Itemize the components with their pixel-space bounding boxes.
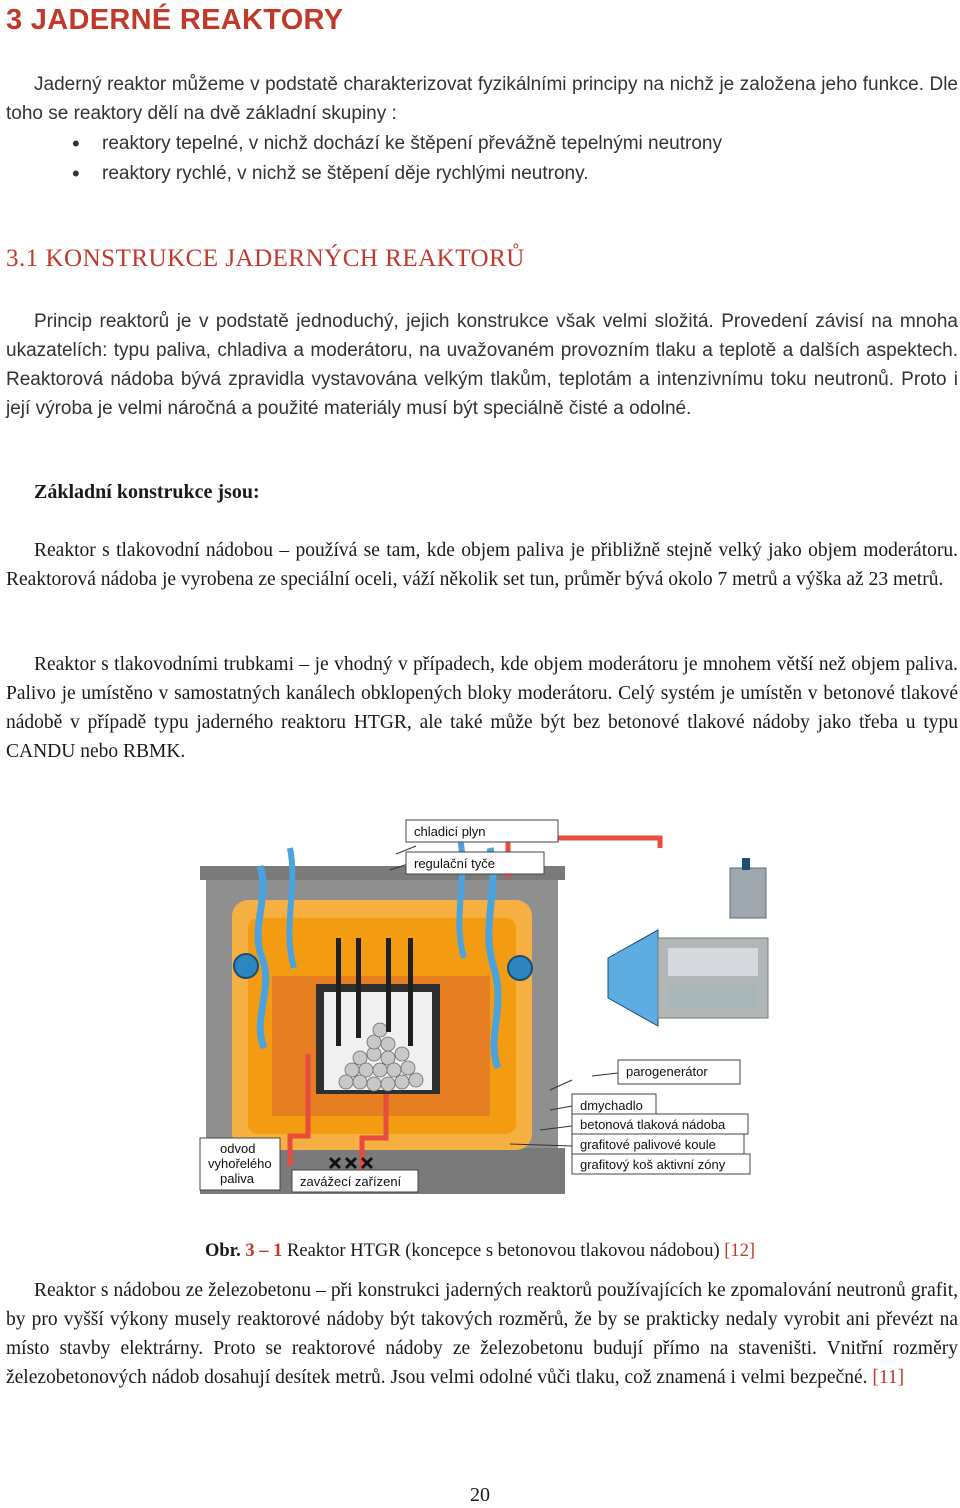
label-chladici-plyn: chladicí plyn bbox=[414, 824, 486, 839]
label-grafitovy-kos: grafitový koš aktivní zóny bbox=[580, 1157, 726, 1172]
label-betonova-nadoba: betonová tlaková nádoba bbox=[580, 1117, 726, 1132]
caption-label: Obr. bbox=[204, 1240, 241, 1261]
label-dmychadlo: dmychadlo bbox=[580, 1098, 643, 1113]
generator-block bbox=[730, 868, 766, 918]
label-odvod: odvod bbox=[220, 1141, 256, 1156]
list-item: • reaktory tepelné, v nichž dochází ke štěpení převážně tepelnými neutrony bbox=[72, 129, 722, 159]
generator-connector bbox=[742, 858, 750, 870]
htgr-reactor-figure bbox=[190, 818, 780, 1196]
paragraph-pressure-vessel: Reaktor s tlakovodní nádobou – používá se tam, kde objem paliva je přibližně stejně velký jako objem moderátoru. Reaktorová nádoba je vyrobena ze speciální oceli, váží několik set tun, průměr bývá okolo 7 metrů a výška až 23 metrů. bbox=[6, 540, 958, 590]
intro-paragraph: Jaderný reaktor můžeme v podstatě charakterizovat fyzikálními principy na nichž je založena jeho funkce. Dle toho se reaktory dělí na dvě základní skupiny : bbox=[6, 74, 958, 124]
cold-pipe-left-2 bbox=[289, 848, 294, 968]
section-heading: 3.1 KONSTRUKCE JADERNÝCH REAKTORŮ bbox=[6, 245, 525, 272]
label-grafitove-koule: grafitové palivové koule bbox=[580, 1137, 716, 1152]
paragraph-principle: Princip reaktorů je v podstatě jednoduchý, jejich konstrukce však velmi složitá. Provedení závisí na mnoha ukazatelích: typu paliva, chladiva a moderátoru, na uvažovaném provozním tlaku a teplotě a dalších aspektech. Reaktorová nádoba bývá zpravidla vystavována velkým tlakům, teplotám a intenzivnímu toku neutronů. Proto i její výroba je velmi náročná a použité materiály musí být speciálně čisté a odolné. bbox=[6, 311, 958, 419]
paragraph-text: Reaktor s nádobou ze železobetonu – při konstrukci jaderných reaktorů používajících ke zpomalování neutronů grafit, by pro vyšší výkony musely reaktorové nádoby být takových rozměrů, že by se prakticky nedaly vyrobit ani převézt na místo stavby elektrárny. Proto se reaktorové nádoby ze železobetonu budují přímo na staveništi. Vnitřní rozměry železobetonových nádob dosahují desítek metrů. Jsou velmi odolné vůči tlaku, což znamená i velmi bezpečné. bbox=[6, 1280, 958, 1388]
paragraph-pressure-tubes: Reaktor s tlakovodními trubkami – je vhodný v případech, kde objem moderátoru je mnohem větší než objem paliva. Palivo je umístěno v samostatných kanálech obklopených bloky moderátoru. Celý systém je umístěn v betonové tlakové nádobě v případě typu jaderného reaktoru HTGR, ale také může být bez betonové tlakové nádoby jako třeba u typu CANDU nebo RBMK. bbox=[6, 654, 958, 762]
figure-caption bbox=[0, 1241, 960, 1262]
page-number: 20 bbox=[470, 1484, 490, 1506]
label-paliva: paliva bbox=[220, 1171, 254, 1186]
caption-number: 3 – 1 bbox=[245, 1240, 283, 1261]
blower-icon bbox=[234, 954, 258, 978]
turbine-icon bbox=[608, 930, 658, 1026]
citation-link[interactable]: [11] bbox=[872, 1367, 905, 1388]
caption-text: Reaktor HTGR (koncepce s betonovou tlakovou nádobou) bbox=[282, 1240, 725, 1261]
list-item: • reaktory rychlé, v nichž se štěpení děje rychlými neutrony. bbox=[72, 159, 722, 189]
label-vyhoreleho: vyhořelého bbox=[208, 1156, 272, 1171]
label-parogenerator: parogenerátor bbox=[626, 1064, 708, 1079]
label-regulacni-tyce: regulační tyče bbox=[414, 856, 495, 871]
caption-ref: [12] bbox=[724, 1240, 756, 1261]
label-zavazeci: zavážecí zařízení bbox=[300, 1174, 402, 1189]
subheading-constructions: Základní konstrukce jsou: bbox=[34, 481, 260, 503]
reactor-types-list bbox=[72, 129, 722, 189]
paragraph-reinforced-concrete bbox=[6, 1276, 958, 1392]
turbine-detail bbox=[668, 948, 758, 976]
turbine-detail bbox=[668, 984, 758, 1008]
blower-icon bbox=[508, 956, 532, 980]
chapter-heading: 3 JADERNÉ REAKTORY bbox=[6, 4, 344, 36]
